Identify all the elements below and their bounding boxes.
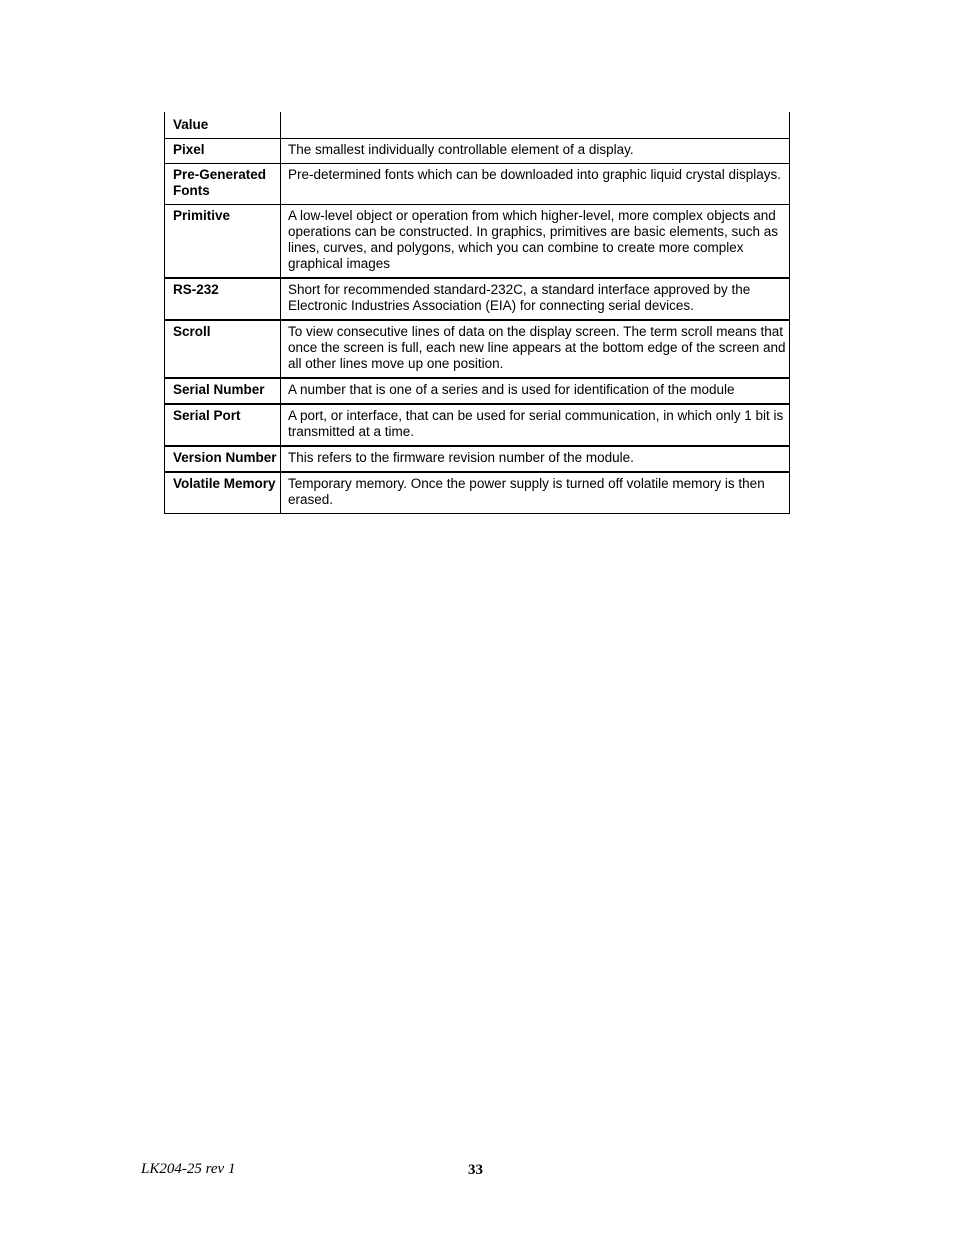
- glossary-row-primitive: [165, 205, 790, 279]
- glossary-row-version-number: [165, 446, 790, 472]
- glossary-term: Serial Number: [165, 378, 281, 404]
- glossary-definition: Temporary memory. Once the power supply is turned off volatile memory is then erased.: [281, 472, 790, 514]
- glossary-row-rs-232: [165, 278, 790, 320]
- footer-document-id: LK204-25 rev 1: [141, 1161, 236, 1177]
- footer-page-number: 33: [468, 1162, 483, 1178]
- glossary-definition: A port, or interface, that can be used for serial communication, in which only 1 bit is transmitted at a time.: [281, 404, 790, 446]
- glossary-term: Pixel: [165, 139, 281, 164]
- glossary-definition: Pre-determined fonts which can be downloaded into graphic liquid crystal displays.: [281, 164, 790, 205]
- glossary-term: Version Number: [165, 446, 281, 472]
- glossary-row-pre-generated-fonts: [165, 164, 790, 205]
- glossary-row-volatile-memory: [165, 472, 790, 514]
- glossary-definition: This refers to the firmware revision number of the module.: [281, 446, 790, 472]
- glossary-term: Pre-Generated Fonts: [165, 164, 281, 205]
- glossary-row-scroll: [165, 320, 790, 378]
- glossary-term: Volatile Memory: [165, 472, 281, 514]
- glossary-row-serial-port: [165, 404, 790, 446]
- glossary-term: RS-232: [165, 278, 281, 320]
- glossary-definition: Short for recommended standard-232C, a standard interface approved by the Electronic Industries Association (EIA) for connecting serial devices.: [281, 278, 790, 320]
- glossary-term: Value: [165, 112, 281, 139]
- glossary-row-serial-number: [165, 378, 790, 404]
- glossary-term: Serial Port: [165, 404, 281, 446]
- glossary-definition: The smallest individually controllable element of a display.: [281, 139, 790, 164]
- glossary-row-value: [165, 112, 790, 139]
- glossary-table: [164, 112, 790, 514]
- glossary-definition: A low-level object or operation from which higher-level, more complex objects and operations can be constructed. In graphics, primitives are basic elements, such as lines, curves, and polygons, which you can combine to create more complex graphical images: [281, 205, 790, 279]
- glossary-definition: A number that is one of a series and is used for identification of the module: [281, 378, 790, 404]
- glossary-term: Scroll: [165, 320, 281, 378]
- glossary-term: Primitive: [165, 205, 281, 279]
- glossary-definition: To view consecutive lines of data on the display screen. The term scroll means that once the screen is full, each new line appears at the bottom edge of the screen and all other lines move up one position.: [281, 320, 790, 378]
- glossary-definition: [281, 112, 790, 139]
- glossary-row-pixel: [165, 139, 790, 164]
